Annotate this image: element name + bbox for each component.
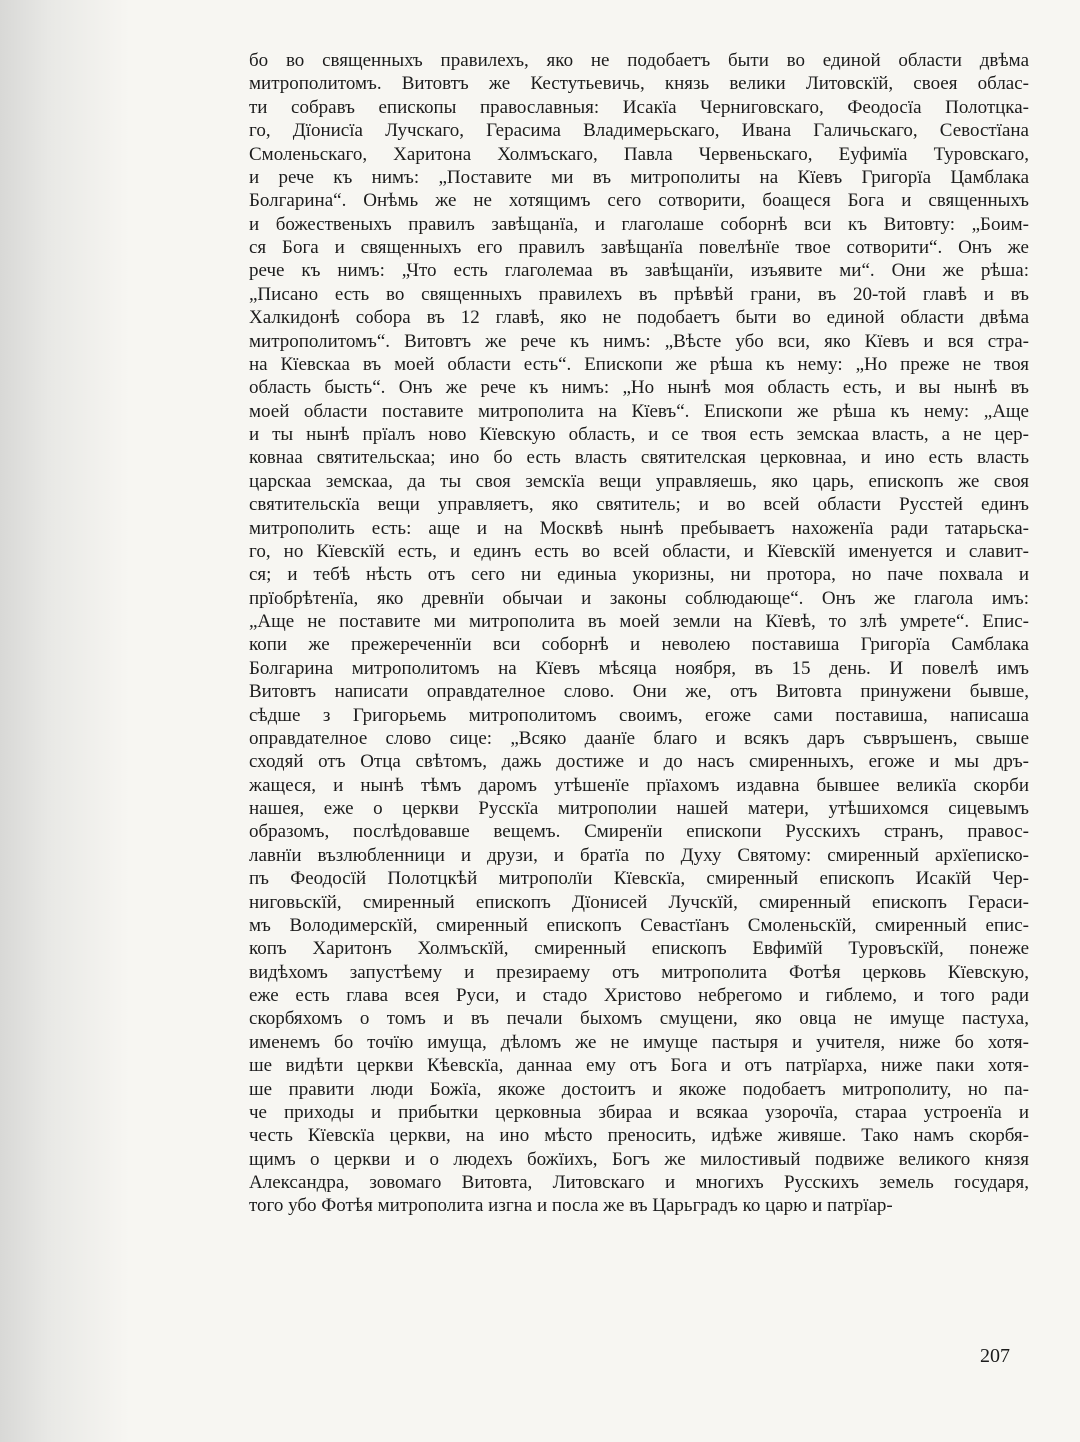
text-line: го, но Кїевскїй есть, и единъ есть во всей области, и Кїевскїй именуется и славит- xyxy=(249,540,1029,562)
text-line: и божественыхъ правилъ завѣщанїа, и глаголаше соборнѣ вси къ Витовту: „Боим- xyxy=(249,213,1029,235)
text-line: того убо Фотѣя митрополита изгна и посла же въ Царьградъ ко царю и патрїар- xyxy=(249,1195,893,1217)
body-text xyxy=(249,49,1029,1218)
text-line: Витовтъ написати оправдателное слово. Они же, отъ Витовта принужени бывше, xyxy=(249,681,1029,703)
page-number: 207 xyxy=(980,1345,1010,1367)
text-line: „Писано есть во священныхъ правилехъ въ прѣвѣй грани, въ 20-той главѣ и въ xyxy=(249,283,1029,305)
text-line: ше правити люди Божїа, якоже достоитъ и якоже подобаетъ митрополиту, но па- xyxy=(249,1078,1029,1100)
text-line: „Аще не поставите ми митрополита въ моей земли на Кїевѣ, то злѣ умрете“. Епис- xyxy=(249,611,1029,632)
text-line: ти собравъ епископы православныя: Исакїа Черниговскаго, Феодосїа Полотцка- xyxy=(249,96,1029,118)
text-line: лавнїи възлюбленници и друзи, и братїа по Духу Святому: смиренный архїеписко- xyxy=(249,844,1029,866)
text-line: го, Дїонисїа Лучскаго, Герасима Владимерьскаго, Ивана Галичьскаго, Севостїана xyxy=(249,120,1029,142)
text-line: скорбяхомъ о томъ и въ печали быхомъ смущени, яко овца не имуще пастуха, xyxy=(249,1008,1029,1030)
text-line: образомъ, послѣдовавше вещемъ. Смиренїи епископи Русскихъ странъ, правос- xyxy=(249,821,1029,843)
text-line: видѣхомъ запустѣему и презираему отъ митрополита Фотѣя церковь Кїевскую, xyxy=(249,961,1029,983)
text-line: ниговьскїй, смиренный епископъ Дїонисей Лучскїй, смиренный епископъ Гераси- xyxy=(249,891,1029,913)
text-line: сходяй отъ Отца свѣтомъ, дажь достиже и до насъ смиренныхъ, егоже и мы дръ- xyxy=(249,751,1029,773)
text-line: ше видѣти церкви Кѣевскїа, даннаа ему отъ Бога и отъ патрїарха, ниже паки хотя- xyxy=(249,1055,1029,1077)
text-line: именемъ бо точїю имуща, дѣломъ же не имуще пастыря и учителя, ниже бо хотя- xyxy=(249,1031,1029,1053)
text-line: оправдателное слово сице: „Всяко даанїе благо и всякъ даръ съвръшенъ, свыше xyxy=(249,727,1029,749)
text-line: бо во священныхъ правилехъ, яко не подобаетъ быти во единой области двѣма xyxy=(249,50,1029,71)
text-line: и ты нынѣ прїалъ ново Кїевскую область, и се твоя есть земскаа власть, а не цер- xyxy=(249,424,1029,445)
text-line: мъ Володимерскїй, смиренный епископъ Севастїанъ Смоленьскїй, смиренный епис- xyxy=(249,914,1029,936)
text-line: Смоленьскаго, Харитона Холмъскаго, Павла Червеньскаго, Еуфимїа Туровскаго, xyxy=(249,143,1029,165)
text-line: ся Бога и священныхъ его правилъ завѣщанїа повелѣнїе твое сотворити“. Онъ же xyxy=(249,237,1029,258)
text-line: ковнаа святительскаа; ино бо есть власть святителская церковнаа, и ино есть власть xyxy=(249,447,1029,469)
text-line: че приходы и прибытки церковныа збираа и всякаа узорочїа, стараа устроенїа и xyxy=(249,1101,1029,1123)
text-line: копи же прежереченнїи вси соборнѣ и неволею поставиша Григорїа Самблака xyxy=(249,634,1029,656)
text-line: на Кїевскаа въ моей области есть“. Епископи же рѣша къ нему: „Но преже не твоя xyxy=(249,353,1029,375)
text-line: Александра, зовомаго Витовта, Литовскаго и многихъ Русскихъ земель государя, xyxy=(249,1172,1029,1193)
text-line: прїобрѣтенїа, яко древнїи обычаи и законы соблюдающе“. Онъ же глагола имъ: xyxy=(249,587,1029,609)
text-line: святительскїа вещи управляетъ, яко святитель; и во всей области Русстей единъ xyxy=(249,494,1029,516)
text-line: Болгарина митрополитомъ на Кїевъ мѣсяца ноября, въ 15 день. И повелѣ имъ xyxy=(249,657,1029,679)
text-line: жащеся, и нынѣ тѣмъ даромъ утѣшенїе прїахомъ издавна бывшее великїа скорби xyxy=(249,774,1029,796)
text-line: еже есть глава всея Руси, и стадо Христово небрегомо и гиблемо, и того ради xyxy=(249,985,1029,1006)
text-line: честь Кїевскїа церкви, на ино мѣсто преносить, идѣже живяше. Тако намъ скорбя- xyxy=(249,1125,1029,1147)
text-line: пъ Феодосїй Полотцкѣй митрополїи Кїевскїа, смиренный епископъ Исакїй Чер- xyxy=(249,868,1029,890)
text-line: моей области поставите митрополита на Кїевъ“. Епископи же рѣша къ нему: „Аще xyxy=(249,400,1029,422)
text-line: митрополить есть: аще и на Москвѣ нынѣ пребываетъ нахоженїа ради татарьска- xyxy=(249,517,1029,539)
text-line: Болгарина“. Онѣмь же не хотящимъ сего сотворити, боащеся Бога и священныхъ xyxy=(249,190,1029,212)
text-line: область бысть“. Онъ же рече къ нимъ: „Но нынѣ моя область есть, и вы нынѣ въ xyxy=(249,377,1029,399)
text-line: Халкидонѣ собора въ 12 главѣ, яко не подобаетъ быти во единой области двѣма xyxy=(249,307,1029,329)
text-line: копъ Харитонъ Холмъскїй, смиренный епископъ Евфимїй Туровъскїй, понеже xyxy=(249,938,1029,960)
text-line: царскаа земскаа, да ты своя земскїа вещи управляешь, яко царь, епископъ же своя xyxy=(249,470,1029,492)
text-line: щимъ о церкви и о людехъ божїихъ, Богъ же милостивый подвиже великого князя xyxy=(249,1148,1029,1170)
text-line: рече къ нимъ: „Что есть глаголемаа въ завѣщанїи, изъявите ми“. Они же рѣша: xyxy=(249,260,1029,282)
text-line: митрополитомъ. Витовтъ же Кестутьевичь, князь велики Литовскїй, своея облас- xyxy=(249,73,1029,95)
text-line: ся; и тебѣ нѣсть отъ сего ни единыа укоризны, ни протора, но паче похвала и xyxy=(249,564,1029,586)
text-line: нашея, еже о церкви Русскїа митрополии нашей матери, утѣшихомся сицевымъ xyxy=(249,798,1029,819)
text-line: митрополитомъ“. Витовтъ же рече къ нимъ: „Вѣсте убо вси, яко Кїевъ и вся стра- xyxy=(249,330,1029,352)
text-line: сѣдше з Григорьемь митрополитомъ своимъ, егоже сами поставиша, написаша xyxy=(249,704,1029,726)
text-line: и рече къ нимъ: „Поставите ми въ митрополиты на Кїевъ Григорїа Цамблака xyxy=(249,166,1029,188)
